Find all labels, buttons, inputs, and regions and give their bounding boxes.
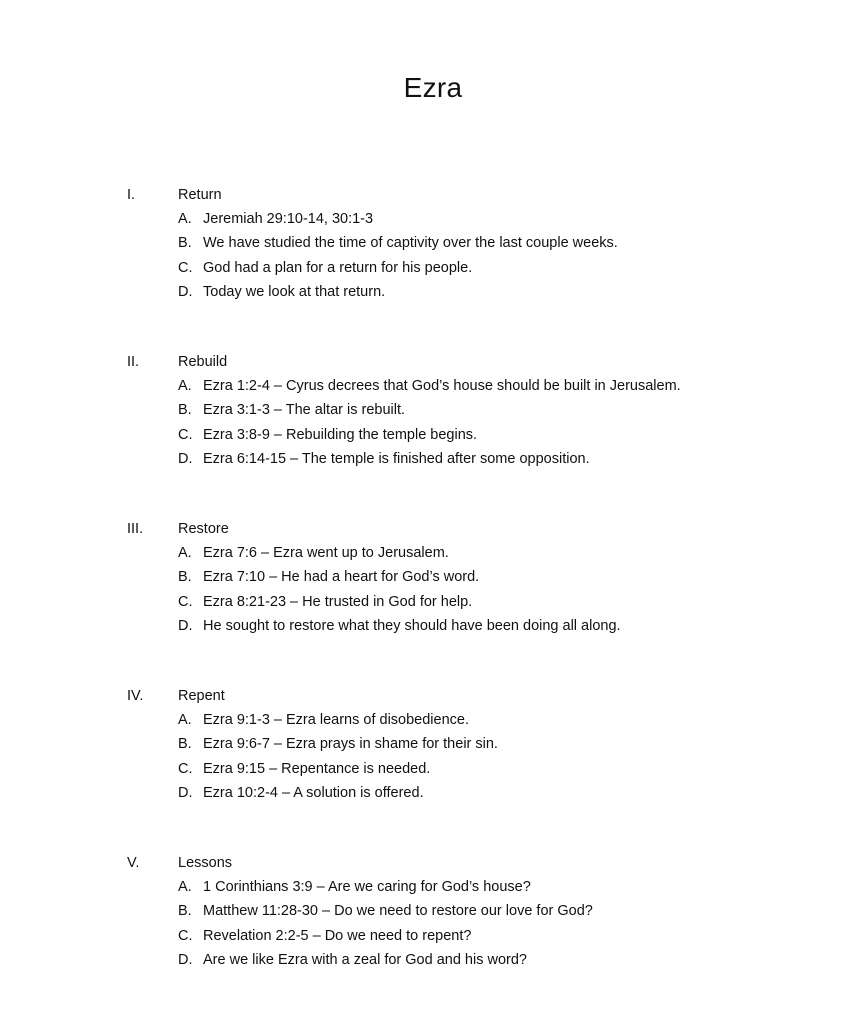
item-text: Ezra 3:8-9 – Rebuilding the temple begins. bbox=[203, 426, 478, 443]
list-item bbox=[178, 231, 618, 255]
section-heading: Lessons bbox=[178, 855, 233, 871]
section-items bbox=[178, 374, 681, 471]
section-items bbox=[178, 207, 618, 304]
section-items bbox=[178, 875, 593, 972]
item-letter: D. bbox=[178, 450, 193, 467]
list-item bbox=[178, 374, 681, 398]
item-letter: D. bbox=[178, 951, 193, 968]
list-item bbox=[178, 256, 618, 280]
list-item bbox=[178, 732, 498, 756]
section-items bbox=[178, 541, 621, 638]
item-letter: A. bbox=[178, 879, 192, 895]
list-item bbox=[178, 207, 618, 231]
list-item bbox=[178, 565, 621, 589]
item-text: Matthew 11:28-30 – Do we need to restore our love for God? bbox=[203, 903, 593, 920]
item-letter: B. bbox=[178, 736, 192, 753]
section-heading: Restore bbox=[178, 521, 229, 537]
item-text: 1 Corinthians 3:9 – Are we caring for God’s house? bbox=[203, 879, 531, 895]
item-text: Jeremiah 29:10-14, 30:1-3 bbox=[203, 211, 374, 227]
item-text: Ezra 7:10 – He had a heart for God’s word. bbox=[203, 569, 480, 586]
list-item bbox=[178, 948, 593, 972]
list-item bbox=[178, 590, 621, 614]
item-text: Ezra 10:2-4 – A solution is offered. bbox=[203, 784, 424, 801]
item-letter: B. bbox=[178, 402, 192, 419]
list-item bbox=[178, 924, 593, 948]
section-items bbox=[178, 708, 498, 805]
item-letter: C. bbox=[178, 593, 193, 610]
item-text: Ezra 8:21-23 – He trusted in God for help. bbox=[203, 593, 473, 610]
section-numeral: III. bbox=[127, 521, 144, 537]
section-numeral: I. bbox=[127, 187, 136, 203]
item-letter: B. bbox=[178, 569, 192, 586]
item-text: We have studied the time of captivity over the last couple weeks. bbox=[203, 235, 618, 252]
item-text: Today we look at that return. bbox=[203, 283, 386, 300]
section-heading: Return bbox=[178, 187, 222, 203]
list-item bbox=[178, 875, 593, 899]
list-item bbox=[178, 757, 498, 781]
item-letter: D. bbox=[178, 617, 193, 634]
section-heading: Rebuild bbox=[178, 354, 228, 370]
list-item bbox=[178, 614, 621, 638]
item-letter: C. bbox=[178, 927, 193, 944]
item-text: Ezra 6:14-15 – The temple is finished after some opposition. bbox=[203, 450, 590, 467]
item-text: Ezra 9:6-7 – Ezra prays in shame for their sin. bbox=[203, 736, 498, 753]
item-letter: A. bbox=[178, 378, 192, 394]
section-numeral: V. bbox=[127, 855, 140, 871]
item-text: Ezra 7:6 – Ezra went up to Jerusalem. bbox=[203, 545, 449, 561]
list-item bbox=[178, 280, 618, 304]
list-item bbox=[178, 781, 498, 805]
item-text: Ezra 3:1-3 – The altar is rebuilt. bbox=[203, 402, 406, 419]
item-letter: D. bbox=[178, 283, 193, 300]
item-text: Revelation 2:2-5 – Do we need to repent? bbox=[203, 927, 472, 944]
item-text: Ezra 9:1-3 – Ezra learns of disobedience. bbox=[203, 712, 469, 728]
section-numeral: IV. bbox=[127, 688, 144, 704]
list-item bbox=[178, 398, 681, 422]
item-text: Are we like Ezra with a zeal for God and his word? bbox=[203, 951, 527, 968]
item-letter: A. bbox=[178, 211, 192, 227]
item-letter: C. bbox=[178, 426, 193, 443]
section-heading: Repent bbox=[178, 688, 225, 704]
list-item bbox=[178, 423, 681, 447]
item-text: Ezra 1:2-4 – Cyrus decrees that God’s house should be built in Jerusalem. bbox=[203, 378, 681, 394]
list-item bbox=[178, 447, 681, 471]
item-letter: B. bbox=[178, 903, 192, 920]
list-item bbox=[178, 899, 593, 923]
item-text: He sought to restore what they should have been doing all along. bbox=[203, 617, 621, 634]
list-item bbox=[178, 708, 498, 732]
item-text: God had a plan for a return for his people. bbox=[203, 259, 473, 276]
item-letter: A. bbox=[178, 545, 192, 561]
section-numeral: II. bbox=[127, 354, 140, 370]
item-letter: B. bbox=[178, 235, 192, 252]
item-letter: C. bbox=[178, 259, 193, 276]
item-text: Ezra 9:15 – Repentance is needed. bbox=[203, 760, 431, 777]
item-letter: C. bbox=[178, 760, 193, 777]
item-letter: A. bbox=[178, 712, 192, 728]
list-item bbox=[178, 541, 621, 565]
item-letter: D. bbox=[178, 784, 193, 801]
page-title: Ezra bbox=[403, 72, 463, 103]
